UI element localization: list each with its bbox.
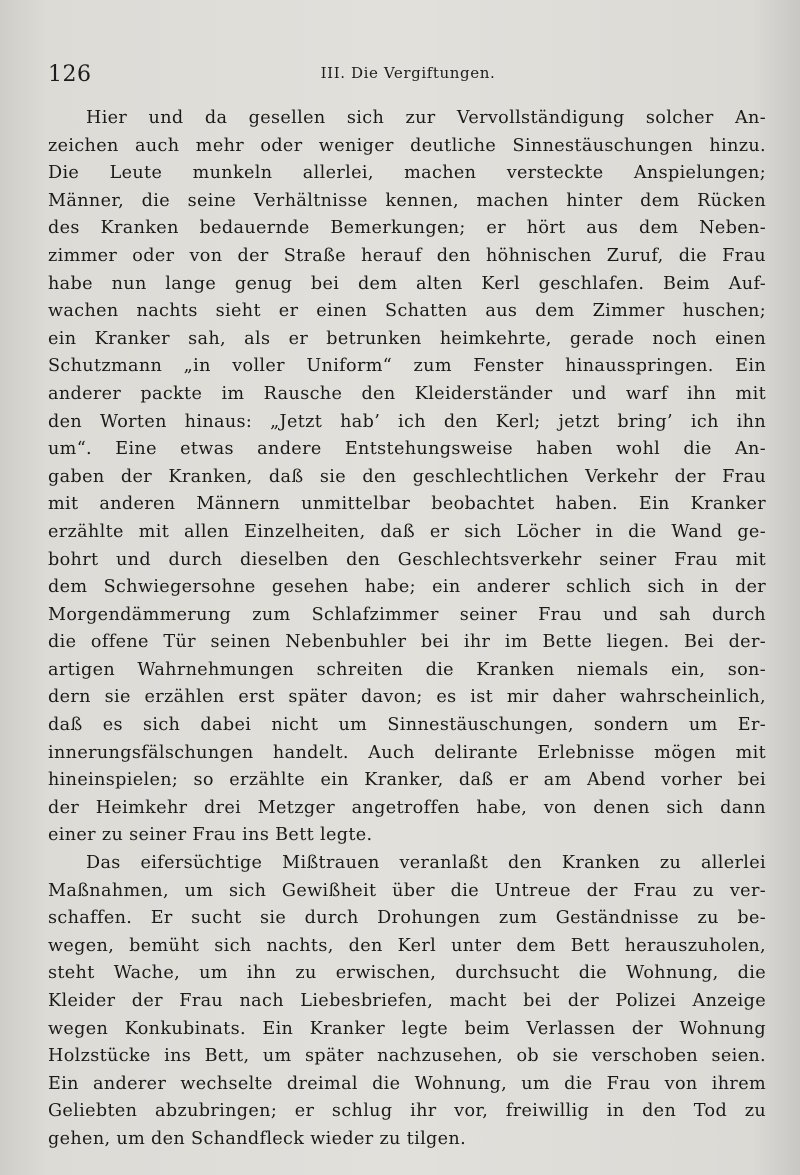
- page-header: [48, 62, 768, 88]
- text-line: wegen, bemüht sich nachts, den Kerl unter dem Bett herauszuholen,: [48, 935, 766, 956]
- text-line: um“. Eine etwas andere Entstehungsweise haben wohl die An-: [48, 439, 766, 460]
- text-line: daß es sich dabei nicht um Sinnestäuschungen, sondern um Er-: [48, 715, 766, 736]
- text-line: habe nun lange genug bei dem alten Kerl geschlafen. Beim Auf-: [48, 273, 766, 294]
- text-line: artigen Wahrnehmungen schreiten die Kranken niemals ein, son-: [48, 659, 766, 680]
- text-line: Morgendämmerung zum Schlafzimmer seiner Frau und sah durch: [48, 604, 766, 625]
- text-line: steht Wache, um ihn zu erwischen, durchsucht die Wohnung, die: [48, 963, 766, 984]
- text-line: schaffen. Er sucht sie durch Drohungen zum Geständnisse zu be-: [48, 908, 766, 929]
- text-line: wegen Konkubinats. Ein Kranker legte beim Verlassen der Wohnung: [48, 1018, 766, 1039]
- text-line: mit anderen Männern unmittelbar beobachtet haben. Ein Kranker: [48, 494, 766, 515]
- text-line: dern sie erzählen erst später davon; es ist mir daher wahrscheinlich,: [48, 687, 766, 708]
- text-line: zeichen auch mehr oder weniger deutliche Sinnestäuschungen hinzu.: [48, 135, 766, 156]
- paragraph-1: [48, 105, 766, 850]
- paragraph-2: [48, 850, 766, 1154]
- text-line: die offene Tür seinen Nebenbuhler bei ihr im Bette liegen. Bei der-: [48, 632, 766, 653]
- text-line: Schutzmann „in voller Uniform“ zum Fenster hinausspringen. Ein: [48, 356, 766, 377]
- text-line: dem Schwiegersohne gesehen habe; ein anderer schlich sich in der: [48, 577, 766, 598]
- text-line: des Kranken bedauernde Bemerkungen; er hört aus dem Neben-: [48, 218, 766, 239]
- text-line: zimmer oder von der Straße herauf den höhnischen Zuruf, die Frau: [48, 245, 766, 266]
- text-line: Kleider der Frau nach Liebesbriefen, macht bei der Polizei Anzeige: [48, 991, 766, 1011]
- text-line: einer zu seiner Frau ins Bett legte.: [48, 825, 373, 846]
- text-line: Hier und da gesellen sich zur Vervollständigung solcher An-: [86, 108, 766, 128]
- text-line: anderer packte im Rausche den Kleiderständer und warf ihn mit: [48, 383, 766, 404]
- text-line: gehen, um den Schandfleck wieder zu tilgen.: [48, 1128, 467, 1149]
- text-line: Die Leute munkeln allerlei, machen versteckte Anspielungen;: [48, 163, 766, 184]
- text-line: bohrt und durch dieselben den Geschlechtsverkehr seiner Frau mit: [48, 549, 766, 570]
- text-line: Das eifersüchtige Mißtrauen veranlaßt den Kranken zu allerlei: [86, 853, 766, 874]
- text-line: Ein anderer wechselte dreimal die Wohnung, um die Frau von ihrem: [48, 1073, 766, 1094]
- body-text: [48, 105, 766, 1154]
- text-line: Geliebten abzubringen; er schlug ihr vor, freiwillig in den Tod zu: [48, 1101, 766, 1122]
- text-line: der Heimkehr drei Metzger angetroffen habe, von denen sich dann: [48, 797, 766, 818]
- text-line: Maßnahmen, um sich Gewißheit über die Untreue der Frau zu ver-: [48, 880, 766, 901]
- page-number: 126: [48, 62, 92, 87]
- text-line: hineinspielen; so erzählte ein Kranker, daß er am Abend vorher bei: [48, 770, 766, 791]
- text-line: den Worten hinaus: „Jetzt hab’ ich den Kerl; jetzt bring’ ich ihn: [48, 411, 766, 432]
- text-line: erzählte mit allen Einzelheiten, daß er sich Löcher in die Wand ge-: [48, 521, 766, 542]
- text-line: Männer, die seine Verhältnisse kennen, machen hinter dem Rücken: [48, 190, 766, 211]
- text-line: Holzstücke ins Bett, um später nachzusehen, ob sie verschoben seien.: [48, 1046, 766, 1067]
- text-line: gaben der Kranken, daß sie den geschlechtlichen Verkehr der Frau: [48, 466, 766, 487]
- text-line: wachen nachts sieht er einen Schatten aus dem Zimmer huschen;: [48, 301, 766, 322]
- running-head: III. Die Vergiftungen.: [320, 64, 496, 82]
- text-line: innerungsfälschungen handelt. Auch delirante Erlebnisse mögen mit: [48, 742, 766, 763]
- text-line: ein Kranker sah, als er betrunken heimkehrte, gerade noch einen: [48, 328, 766, 349]
